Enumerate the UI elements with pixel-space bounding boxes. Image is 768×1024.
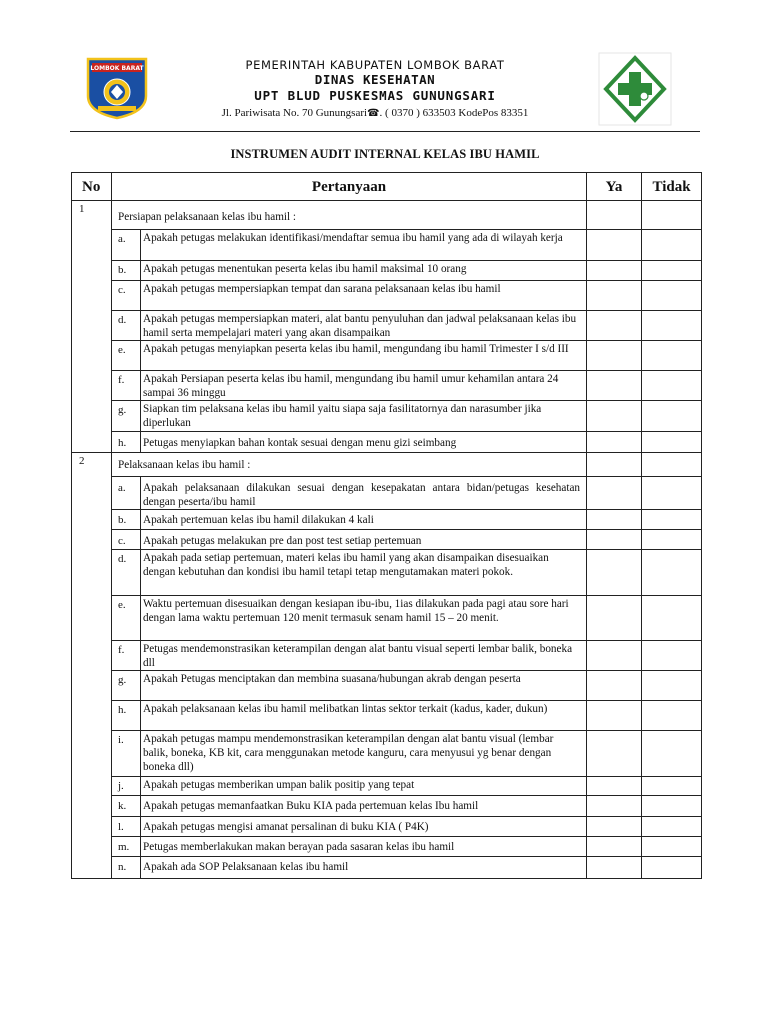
question-row: [72, 510, 702, 530]
item-letter: g.: [112, 401, 141, 432]
question-text: Petugas menyiapkan bahan kontak sesuai dengan menu gizi seimbang: [141, 432, 587, 453]
institution-name: UPT BLUD PUSKESMAS GUNUNGSARI: [254, 88, 496, 103]
no-answer-cell[interactable]: [642, 453, 702, 477]
question-row: [72, 401, 702, 432]
letterhead-divider: [70, 131, 700, 132]
question-row: [72, 731, 702, 777]
address-phone: . ( 0370 ) 633503 KodePos 83351: [379, 107, 529, 119]
item-letter: d.: [112, 550, 141, 596]
no-answer-cell[interactable]: [642, 477, 702, 510]
item-letter: h.: [112, 701, 141, 731]
section-row: [72, 201, 702, 230]
item-letter: l.: [112, 817, 141, 837]
department-name: DINAS KESEHATAN: [314, 72, 436, 87]
yes-cell[interactable]: [587, 796, 642, 817]
document-title: INSTRUMEN AUDIT INTERNAL KELAS IBU HAMIL: [230, 147, 540, 161]
yes-cell[interactable]: [587, 701, 642, 731]
question-text: Apakah petugas melakukan pre dan post test setiap pertemuan: [141, 530, 587, 550]
question-row: [72, 477, 702, 510]
item-letter: h.: [112, 432, 141, 453]
letterhead-text: [160, 58, 590, 121]
section-title: Persiapan pelaksanaan kelas ibu hamil :: [112, 201, 587, 230]
item-letter: e.: [112, 341, 141, 371]
yes-cell[interactable]: [587, 371, 642, 401]
question-text: Apakah pelaksanaan dilakukan sesuai dengan kesepakatan antara bidan/petugas kesehatan dengan peserta/ibu hamil: [141, 477, 587, 510]
yes-cell[interactable]: [587, 453, 642, 477]
question-row: [72, 701, 702, 731]
no-answer-cell[interactable]: [642, 230, 702, 261]
section-row: [72, 453, 702, 477]
question-row: [72, 777, 702, 796]
question-row: [72, 281, 702, 311]
question-text: Apakah petugas melakukan identifikasi/mendaftar semua ibu hamil yang ada di wilayah kerja: [141, 230, 587, 261]
table-header-row: [72, 173, 702, 201]
question-text: Siapkan tim pelaksana kelas ibu hamil yaitu siapa saja fasilitatornya dan narasumber jika diperlukan: [141, 401, 587, 432]
audit-table: [71, 172, 702, 879]
yes-cell[interactable]: [587, 510, 642, 530]
question-text: Apakah petugas memanfaatkan Buku KIA pada pertemuan kelas Ibu hamil: [141, 796, 587, 817]
question-text: Apakah petugas menentukan peserta kelas ibu hamil maksimal 10 orang: [141, 261, 587, 281]
question-text: Petugas mendemonstrasikan keterampilan dengan alat bantu visual seperti lembar balik, boneka dll: [141, 641, 587, 671]
question-text: Apakah ada SOP Pelaksanaan kelas ibu hamil: [141, 857, 587, 879]
no-answer-cell[interactable]: [642, 837, 702, 857]
column-header-question: Pertanyaan: [112, 173, 587, 201]
question-row: [72, 341, 702, 371]
no-answer-cell[interactable]: [642, 550, 702, 596]
item-letter: c.: [112, 530, 141, 550]
no-answer-cell[interactable]: [642, 530, 702, 550]
yes-cell[interactable]: [587, 432, 642, 453]
no-answer-cell[interactable]: [642, 857, 702, 879]
question-text: Apakah petugas mempersiapkan tempat dan sarana pelaksanaan kelas ibu hamil: [141, 281, 587, 311]
no-answer-cell[interactable]: [642, 311, 702, 341]
question-text: Apakah petugas memberikan umpan balik positip yang tepat: [141, 777, 587, 796]
question-text: Apakah petugas mempersiapkan materi, alat bantu penyuluhan dan jadwal pelaksanaan kelas ibu hamil serta mempelajari materi yang akan disampaikan: [141, 311, 587, 341]
no-answer-cell[interactable]: [642, 671, 702, 701]
section-number: 1: [72, 201, 112, 453]
section-title: Pelaksanaan kelas ibu hamil :: [112, 453, 587, 477]
yes-cell[interactable]: [587, 261, 642, 281]
no-answer-cell[interactable]: [642, 201, 702, 230]
question-text: Apakah pelaksanaan kelas ibu hamil melibatkan lintas sektor terkait (kadus, kader, dukun): [141, 701, 587, 731]
question-text: Apakah pada setiap pertemuan, materi kelas ibu hamil yang akan disampaikan disesuaikan dengan kebutuhan dan kondisi ibu hamil tetapi tetap mengutamakan materi pokok.: [141, 550, 587, 596]
yes-cell[interactable]: [587, 671, 642, 701]
item-letter: k.: [112, 796, 141, 817]
question-row: [72, 550, 702, 596]
question-row: [72, 230, 702, 261]
item-letter: g.: [112, 671, 141, 701]
column-header-yes: Ya: [587, 173, 642, 201]
column-header-no-answer: Tidak: [642, 173, 702, 201]
letterhead: [70, 46, 710, 130]
item-letter: d.: [112, 311, 141, 341]
yes-cell[interactable]: [587, 281, 642, 311]
yes-cell[interactable]: [587, 530, 642, 550]
question-row: [72, 371, 702, 401]
question-row: [72, 817, 702, 837]
no-answer-cell[interactable]: [642, 281, 702, 311]
telephone-icon: ☎: [367, 108, 380, 119]
question-row: [72, 857, 702, 879]
section-number: 2: [72, 453, 112, 879]
no-answer-cell[interactable]: [642, 341, 702, 371]
no-answer-cell[interactable]: [642, 777, 702, 796]
item-letter: b.: [112, 261, 141, 281]
lombok-barat-emblem-icon: [84, 56, 150, 120]
question-text: Apakah pertemuan kelas ibu hamil dilakukan 4 kali: [141, 510, 587, 530]
item-letter: f.: [112, 641, 141, 671]
question-row: [72, 530, 702, 550]
no-answer-cell[interactable]: [642, 401, 702, 432]
item-letter: n.: [112, 857, 141, 879]
no-answer-cell[interactable]: [642, 796, 702, 817]
no-answer-cell[interactable]: [642, 596, 702, 641]
item-letter: f.: [112, 371, 141, 401]
column-header-no: No: [72, 173, 112, 201]
no-answer-cell[interactable]: [642, 510, 702, 530]
question-text: Apakah petugas mampu mendemonstrasikan keterampilan dengan alat bantu visual (lembar balik, boneka, KB kit, cara menggunakan metode kanguru, cara menyusui yg benar dengan boneka dll): [141, 731, 587, 777]
item-letter: b.: [112, 510, 141, 530]
yes-cell[interactable]: [587, 596, 642, 641]
yes-cell[interactable]: [587, 837, 642, 857]
no-answer-cell[interactable]: [642, 701, 702, 731]
question-text: Apakah petugas mengisi amanat persalinan di buku KIA ( P4K): [141, 817, 587, 837]
question-row: [72, 796, 702, 817]
yes-cell[interactable]: [587, 341, 642, 371]
yes-cell[interactable]: [587, 857, 642, 879]
yes-cell[interactable]: [587, 777, 642, 796]
address-line: [160, 106, 590, 121]
no-answer-cell[interactable]: [642, 371, 702, 401]
item-letter: a.: [112, 230, 141, 261]
item-letter: i.: [112, 731, 141, 777]
question-row: [72, 432, 702, 453]
no-answer-cell[interactable]: [642, 432, 702, 453]
item-letter: e.: [112, 596, 141, 641]
question-text: Petugas memberlakukan makan berayan pada sasaran kelas ibu hamil: [141, 837, 587, 857]
question-text: Apakah Petugas menciptakan dan membina suasana/hubungan akrab dengan peserta: [141, 671, 587, 701]
yes-cell[interactable]: [587, 201, 642, 230]
question-row: [72, 311, 702, 341]
question-row: [72, 596, 702, 641]
item-letter: m.: [112, 837, 141, 857]
question-text: Apakah petugas menyiapkan peserta kelas ibu hamil, mengundang ibu hamil Trimester I s/d III: [141, 341, 587, 371]
emblem-label: LOMBOK BARAT: [90, 65, 144, 72]
question-row: [72, 671, 702, 701]
yes-cell[interactable]: [587, 731, 642, 777]
puskesmas-cross-logo-icon: [598, 52, 672, 126]
no-answer-cell[interactable]: [642, 817, 702, 837]
question-text: Apakah Persiapan peserta kelas ibu hamil, mengundang ibu hamil umur kehamilan antara 24 sampai 36 minggu: [141, 371, 587, 401]
no-answer-cell[interactable]: [642, 641, 702, 671]
no-answer-cell[interactable]: [642, 261, 702, 281]
yes-cell[interactable]: [587, 641, 642, 671]
yes-cell[interactable]: [587, 477, 642, 510]
address-street: Jl. Pariwisata No. 70 Gunungsari: [221, 107, 368, 119]
item-letter: c.: [112, 281, 141, 311]
yes-cell[interactable]: [587, 311, 642, 341]
no-answer-cell[interactable]: [642, 731, 702, 777]
question-text: Waktu pertemuan disesuaikan dengan kesiapan ibu-ibu, 1ias dilakukan pada pagi atau sore hari dengan lama waktu pertemuan 120 menit termasuk senam hamil 15 – 20 menit.: [141, 596, 587, 641]
yes-cell[interactable]: [587, 401, 642, 432]
question-row: [72, 837, 702, 857]
government-name: PEMERINTAH KABUPATEN LOMBOK BARAT: [245, 58, 505, 72]
question-row: [72, 261, 702, 281]
yes-cell[interactable]: [587, 817, 642, 837]
item-letter: j.: [112, 777, 141, 796]
question-row: [72, 641, 702, 671]
item-letter: a.: [112, 477, 141, 510]
yes-cell[interactable]: [587, 550, 642, 596]
yes-cell[interactable]: [587, 230, 642, 261]
